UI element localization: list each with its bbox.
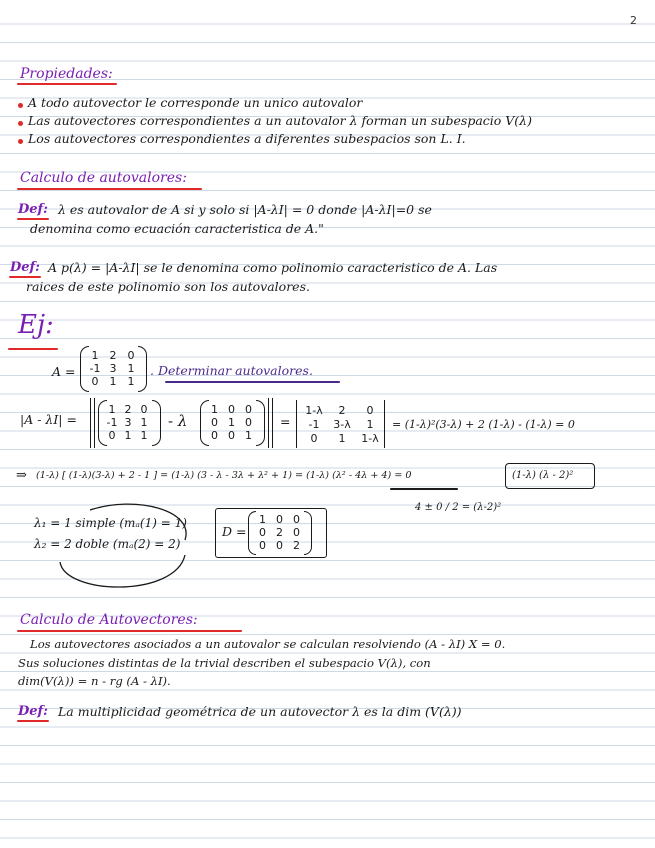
char-matrix-row-2: [300, 418, 384, 431]
identity-cell: 0: [211, 416, 218, 429]
matrix-a-row-1: [86, 349, 140, 362]
det-left-bar-inner: [94, 398, 95, 448]
matrix-a2-cell: -1: [106, 416, 118, 429]
quadratic-underline: [390, 488, 458, 490]
char-poly-expansion: = (1-λ)²(3-λ) + 2 (1-λ) - (1-λ) = 0: [392, 418, 575, 431]
d-cell: 0: [259, 526, 266, 539]
matrix-a-cell: -1: [89, 362, 101, 375]
det-left-bar: [90, 398, 91, 448]
matrix-a2-cell: 0: [108, 429, 116, 442]
matrix-a2-cell: 1: [124, 429, 132, 442]
char-det-right-bar: [384, 400, 385, 448]
bullet-icon: [18, 103, 23, 108]
page-number: 2: [630, 14, 637, 27]
char-matrix-cell: 1-λ: [361, 432, 379, 445]
char-matrix-row-3: [300, 432, 384, 445]
identity-row-3: [206, 429, 257, 442]
equals-sign: =: [280, 414, 291, 429]
eigenvectors-heading: Calculo de Autovectores:: [20, 612, 198, 628]
matrix-a2-cell: 1: [108, 403, 116, 416]
bullet-icon: [18, 121, 23, 126]
matrix-a2-cell: 1: [140, 416, 148, 429]
property-item-3: Los autovectores correspondientes a diferentes subespacios son L. I.: [28, 131, 466, 146]
property-item-2: Las autovectores correspondientes a un autovalor λ forman un subespacio V(λ): [28, 113, 532, 128]
def2-line2: raices de este polinomio son los autovalores.: [26, 279, 310, 294]
char-matrix-cell: 1-λ: [305, 404, 323, 417]
properties-heading: Propiedades:: [20, 66, 113, 82]
char-matrix-cell: 3-λ: [333, 418, 351, 431]
instruction-underline: [165, 381, 340, 383]
det-label: |A - λI| =: [20, 412, 77, 427]
eigenvalues-heading: Calculo de autovalores:: [20, 170, 187, 186]
identity-cell: 0: [228, 403, 235, 416]
identity-cell: 1: [228, 416, 235, 429]
multiplicity-arrows: [45, 500, 225, 600]
d-label: D =: [222, 524, 247, 539]
factorization-step: (1-λ) [ (1-λ)(3-λ) + 2 - 1 ] = (1-λ) (3 - λ - 3λ + λ² + 1) = (1-λ) (λ² - 4λ + 4) = 0: [36, 470, 412, 481]
minus-lambda: - λ: [168, 412, 188, 430]
det-right-bar: [268, 398, 269, 448]
property-item-1: A todo autovector le corresponde un unico autovalor: [28, 95, 363, 110]
bullet-icon: [18, 139, 23, 144]
matrix-a-name: A =: [52, 364, 76, 379]
eigenvalues-underline: [17, 188, 202, 190]
lambda1-multiplicity: λ₁ = 1 simple (mₐ(1) = 1): [34, 516, 187, 530]
result-box: [505, 463, 595, 489]
matrix-a2-cell: 0: [140, 403, 148, 416]
example-underline: [8, 348, 58, 350]
matrix-a2-cell: 3: [124, 416, 132, 429]
d-cell: 0: [276, 539, 283, 552]
matrix-a2-cell: 1: [140, 429, 148, 442]
char-matrix-cell: 1: [366, 418, 374, 431]
char-det-left-bar: [296, 400, 297, 448]
matrix-a-cell: 1: [91, 349, 99, 362]
eigenvectors-line1: Los autovectores asociados a un autovalor se calculan resolviendo (A - λI) X = 0.: [30, 637, 506, 651]
properties-underline: [17, 83, 117, 85]
identity-cell: 1: [211, 403, 218, 416]
matrix-a2-row-1: [104, 403, 152, 416]
d-cell: 0: [293, 526, 300, 539]
d-row-2: [254, 526, 305, 539]
identity-cell: 0: [245, 416, 252, 429]
d-row-1: [254, 513, 305, 526]
d-cell: 1: [259, 513, 266, 526]
matrix-a-cell: 1: [109, 375, 117, 388]
d-cell: 0: [276, 513, 283, 526]
d-cell: 0: [293, 513, 300, 526]
char-matrix-cell: -1: [308, 418, 320, 431]
matrix-a2-cell: 2: [124, 403, 132, 416]
matrix-a-row-2: [86, 362, 140, 375]
matrix-a-cell: 2: [109, 349, 117, 362]
side-calculation: 4 ± 0 / 2 = (λ-2)²: [415, 502, 502, 513]
d-row-3: [254, 539, 305, 552]
identity-cell: 1: [245, 429, 252, 442]
def1-label: Def:: [18, 202, 48, 217]
identity-row-2: [206, 416, 257, 429]
d-cell: 0: [259, 539, 266, 552]
lambda2-multiplicity: λ₂ = 2 doble (mₐ(2) = 2): [34, 537, 181, 551]
def2-label: Def:: [10, 260, 40, 275]
matrix-a2-row-2: [104, 416, 152, 429]
char-matrix-cell: 1: [338, 432, 346, 445]
def3-underline: [17, 720, 49, 722]
eigenvectors-underline: [17, 630, 242, 632]
char-matrix-cell: 2: [338, 404, 346, 417]
d-cell: 2: [276, 526, 283, 539]
matrix-a-cell: 0: [127, 349, 135, 362]
identity-cell: 0: [228, 429, 235, 442]
example-instruction: . Determinar autovalores.: [150, 363, 313, 378]
arrow-curve-2: [90, 504, 186, 540]
eigenvectors-line2: Sus soluciones distintas de la trivial describen el subespacio V(λ), con: [18, 656, 431, 670]
identity-cell: 0: [211, 429, 218, 442]
d-right-paren: [304, 511, 312, 555]
eigenvectors-line3: dim(V(λ)) = n - rg (A - λI).: [18, 674, 171, 688]
matrix-a-cell: 3: [109, 362, 117, 375]
def2-line1: A p(λ) = |A-λI| se le denomina como polinomio caracteristico de A. Las: [48, 260, 498, 275]
def2-underline: [9, 276, 41, 278]
def3-label: Def:: [18, 704, 48, 719]
char-matrix-cell: 0: [366, 404, 374, 417]
matrix-a-cell: 0: [91, 375, 99, 388]
factorization-result: (1-λ) (λ - 2)²: [512, 470, 574, 481]
matrix-a-cell: 1: [127, 362, 135, 375]
char-matrix-row-1: [300, 404, 384, 417]
implies-arrow: ⇒: [16, 468, 27, 483]
matrix-a-row-3: [86, 375, 140, 388]
example-label: Ej:: [18, 310, 54, 340]
identity-cell: 0: [245, 403, 252, 416]
identity-right-paren: [256, 400, 265, 446]
det-right-bar-inner: [272, 398, 273, 448]
d-cell: 2: [293, 539, 300, 552]
matrix-a2-right-paren: [152, 400, 161, 446]
arrow-curve-1: [60, 555, 185, 587]
def1-underline: [17, 218, 49, 220]
char-matrix-cell: 0: [310, 432, 318, 445]
matrix-a2-row-3: [104, 429, 152, 442]
matrix-a-cell: 1: [127, 375, 135, 388]
def3-text: La multiplicidad geométrica de un autovector λ es la dim (V(λ)): [58, 704, 462, 719]
def1-line2: denomina como ecuación caracteristica de A.": [30, 221, 324, 236]
identity-row-1: [206, 403, 257, 416]
def1-line1: λ es autovalor de A si y solo si |A-λI| = 0 donde |A-λI|=0 se: [58, 202, 432, 217]
